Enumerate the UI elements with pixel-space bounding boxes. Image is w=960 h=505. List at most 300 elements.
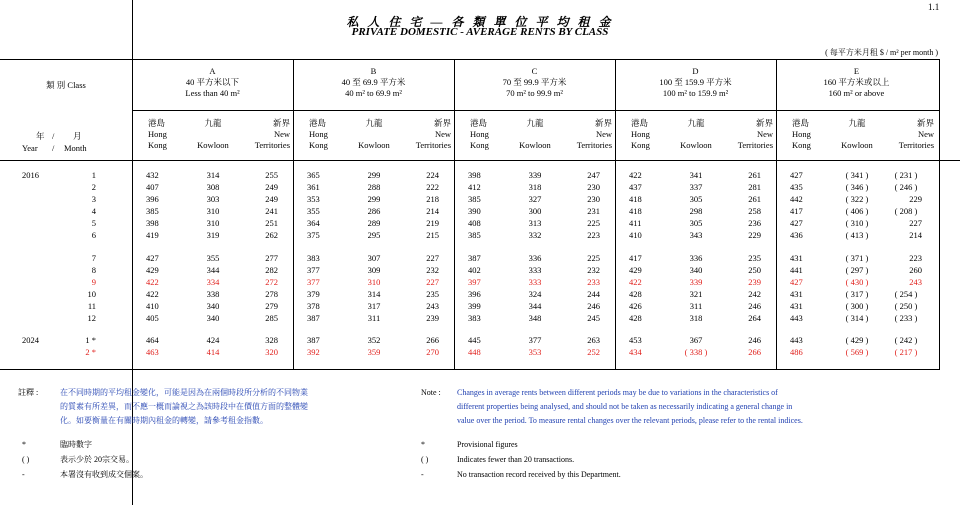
table-cell: 245	[587, 313, 600, 323]
table-cell: 352	[367, 335, 381, 345]
table-cell: ( 314 )	[845, 313, 869, 323]
row-year: 2024	[22, 335, 39, 345]
table-cell: 261	[748, 194, 761, 204]
table-cell: 448	[468, 347, 481, 357]
table-cell: 339	[528, 170, 542, 180]
table-cell: ( 322 )	[845, 194, 869, 204]
table-cell: 361	[307, 182, 320, 192]
table-cell: ( 406 )	[845, 206, 869, 216]
region-header-2	[238, 118, 290, 151]
region-zh: 港島	[309, 118, 327, 128]
table-cell: 260	[909, 265, 922, 275]
table-cell: 252	[587, 347, 600, 357]
class-divider-1	[293, 59, 294, 369]
table-cell: 314	[367, 289, 381, 299]
row-month: 11	[87, 301, 96, 311]
table-cell: 299	[367, 194, 381, 204]
class-letter: A	[209, 66, 216, 76]
region-zh: 新界	[755, 118, 773, 128]
table-cell: 359	[367, 347, 381, 357]
table-cell: 410	[629, 230, 642, 240]
table-cell: ( 250 )	[894, 301, 918, 311]
table-cell: 311	[367, 313, 381, 323]
table-cell: 233	[587, 277, 600, 287]
table-cell: 227	[426, 277, 439, 287]
table-cell: 327	[528, 194, 542, 204]
symbol-zh-desc: 本署沒有收到成交個案。	[60, 470, 148, 479]
table-cell: 387	[468, 253, 481, 263]
table-cell: 436	[790, 230, 803, 240]
table-cell: 383	[307, 253, 320, 263]
table-cell: 399	[468, 301, 481, 311]
table-cell: 429	[146, 265, 159, 275]
table-cell: 310	[367, 277, 381, 287]
table-cell: 377	[528, 335, 542, 345]
table-cell: 367	[689, 335, 703, 345]
row-month: 12	[87, 313, 96, 323]
month-label-en: Month	[64, 143, 87, 153]
table-cell: 225	[587, 253, 600, 263]
table-cell: 410	[146, 301, 159, 311]
table-cell: 355	[206, 253, 220, 263]
table-cell: 328	[265, 335, 278, 345]
class-size-zh: 70 至 99.9 平方米	[502, 77, 567, 87]
table-cell: 300	[528, 206, 542, 216]
table-cell: 390	[468, 206, 481, 216]
symbol-zh-key: *	[22, 440, 26, 449]
table-cell: 402	[468, 265, 481, 275]
region-header-0	[148, 118, 188, 151]
region-zh: 九龍	[526, 118, 544, 128]
table-cell: 332	[528, 230, 542, 240]
table-cell: 249	[265, 182, 278, 192]
table-cell: ( 208 )	[894, 206, 918, 216]
table-cell: 348	[528, 313, 542, 323]
table-cell: 223	[909, 253, 922, 263]
table-cell: 311	[689, 301, 703, 311]
region-zh: 九龍	[204, 118, 222, 128]
row-month: 8	[91, 265, 96, 275]
table-cell: 227	[909, 218, 922, 228]
symbol-en-desc: Provisional figures	[457, 440, 518, 449]
table-cell: 431	[790, 301, 803, 311]
region-en-2: Territories	[415, 140, 451, 150]
table-cell: 230	[587, 194, 600, 204]
table-cell: 344	[528, 301, 542, 311]
notes-en: Changes in average rents between different periods may be due to variations in the characteristics of different properties being analysed, and should not be taken as necessarily indicating a general change in value over the period. To measure rental changes over the relevant periods, please refer to the rental indices.	[457, 388, 803, 425]
notes-zh: 在不同時期的平均租金變化，可能是因為在兩個時段所分析的不同物業 的質素有所差異，而不應一概而論視之為該時段中在價值方面的整體變 化。如要衡量在有關時期內租金的轉變，請參考租金指數。	[60, 388, 308, 425]
region-header-2	[721, 118, 773, 151]
table-cell: 246	[748, 335, 761, 345]
class-header-b	[293, 66, 454, 99]
table-cell: 453	[629, 335, 642, 345]
title-english: PRIVATE DOMESTIC - AVERAGE RENTS BY CLASS	[351, 26, 609, 38]
year-label-zh: 年	[36, 131, 45, 141]
class-divider-2	[454, 59, 455, 369]
region-zh: 九龍	[687, 118, 705, 128]
class-label: 類 別 Class	[46, 80, 86, 90]
table-cell: 243	[426, 301, 439, 311]
table-cell: 392	[307, 347, 320, 357]
class-letter: B	[370, 66, 377, 76]
table-cell: ( 371 )	[845, 253, 869, 263]
table-cell: 313	[528, 218, 542, 228]
table-cell: ( 569 )	[845, 347, 869, 357]
row-month: 1 *	[85, 335, 96, 345]
table-cell: 426	[629, 301, 642, 311]
table-cell: 486	[790, 347, 803, 357]
region-en-1: Hong	[309, 129, 328, 139]
region-en-2: Territories	[576, 140, 612, 150]
table-cell: 336	[689, 253, 703, 263]
table-cell: 343	[689, 230, 703, 240]
class-header-c	[454, 66, 615, 99]
table-cell: 338	[206, 289, 220, 299]
region-zh: 新界	[272, 118, 290, 128]
region-en-2: Kowloon	[197, 140, 229, 150]
table-cell: 264	[748, 313, 761, 323]
row-month: 4	[91, 206, 96, 216]
table-cell: 225	[587, 218, 600, 228]
row-year: 2016	[22, 170, 39, 180]
table-cell: 353	[528, 347, 542, 357]
region-en-1: New	[917, 129, 934, 139]
table-cell: 299	[367, 170, 381, 180]
table-cell: 318	[528, 182, 542, 192]
table-cell: ( 242 )	[894, 335, 918, 345]
region-header-2	[399, 118, 451, 151]
row-month: 5	[91, 218, 96, 228]
region-header-2	[882, 118, 934, 151]
table-cell: 340	[689, 265, 703, 275]
row-month: 3	[91, 194, 96, 204]
table-cell: 333	[528, 265, 542, 275]
table-cell: 344	[206, 265, 220, 275]
table-cell: ( 254 )	[894, 289, 918, 299]
table-cell: 288	[367, 182, 381, 192]
region-en-2: Kong	[148, 140, 167, 150]
region-en-2: Kong	[631, 140, 650, 150]
table-cell: 272	[265, 277, 278, 287]
table-cell: 324	[528, 289, 542, 299]
symbol-en-key: ( )	[421, 455, 429, 464]
table-cell: 333	[528, 277, 542, 287]
region-header-1	[828, 118, 886, 151]
table-cell: 279	[265, 301, 278, 311]
row-month: 1	[91, 170, 96, 180]
table-cell: 443	[790, 313, 803, 323]
table-top-rule	[0, 59, 940, 60]
region-zh: 港島	[470, 118, 488, 128]
table-cell: 263	[587, 335, 600, 345]
month-label-zh: 月	[73, 131, 82, 141]
class-divider-4	[776, 59, 777, 369]
row-month: 10	[87, 289, 96, 299]
table-cell: 422	[146, 277, 159, 287]
table-cell: 428	[629, 313, 642, 323]
table-cell: 422	[629, 277, 642, 287]
class-size-en: 160 m² or above	[828, 88, 885, 98]
table-cell: ( 246 )	[894, 182, 918, 192]
table-cell: ( 317 )	[845, 289, 869, 299]
header-bottom-rule	[0, 160, 960, 161]
table-cell: 365	[307, 170, 320, 180]
table-cell: 303	[206, 194, 220, 204]
table-cell: 214	[909, 230, 922, 240]
table-cell: 286	[367, 206, 381, 216]
region-zh: 九龍	[365, 118, 383, 128]
class-size-en: 40 m² to 69.9 m²	[345, 88, 402, 98]
table-cell: 247	[587, 170, 600, 180]
symbol-en-key: -	[421, 470, 424, 479]
table-cell: 339	[689, 277, 703, 287]
table-cell: 419	[146, 230, 159, 240]
region-header-0	[470, 118, 510, 151]
class-divider-3	[615, 59, 616, 369]
region-en-2: Territories	[898, 140, 934, 150]
table-cell: 232	[426, 265, 439, 275]
region-en-1: New	[273, 129, 290, 139]
table-cell: 317	[367, 301, 381, 311]
table-cell: 431	[790, 289, 803, 299]
region-en-1	[667, 129, 725, 140]
table-cell: 277	[265, 253, 278, 263]
table-cell: ( 217 )	[894, 347, 918, 357]
table-cell: 255	[265, 170, 278, 180]
table-cell: ( 310 )	[845, 218, 869, 228]
table-cell: 320	[265, 347, 278, 357]
region-en-1	[506, 129, 564, 140]
table-cell: 282	[265, 265, 278, 275]
region-header-0	[309, 118, 349, 151]
table-cell: 243	[909, 277, 922, 287]
symbol-zh-desc: 臨時數字	[60, 440, 92, 449]
table-cell: 464	[146, 335, 159, 345]
table-cell: 246	[587, 301, 600, 311]
table-cell: 270	[426, 347, 439, 357]
region-en-2: Kong	[470, 140, 489, 150]
symbol-zh-key: -	[22, 470, 25, 479]
region-header-0	[792, 118, 832, 151]
table-cell: ( 300 )	[845, 301, 869, 311]
table-cell: 310	[206, 218, 220, 228]
table-cell: 340	[206, 313, 220, 323]
region-en-1: Hong	[148, 129, 167, 139]
table-cell: 251	[265, 218, 278, 228]
table-cell: 244	[587, 289, 600, 299]
table-cell: 242	[748, 289, 761, 299]
region-header-1	[184, 118, 242, 151]
table-cell: 383	[468, 313, 481, 323]
table-cell: 229	[909, 194, 922, 204]
region-en-1	[184, 129, 242, 140]
table-cell: 261	[748, 170, 761, 180]
table-cell: 310	[206, 206, 220, 216]
class-header-d	[615, 66, 776, 99]
row-month: 6	[91, 230, 96, 240]
class-size-en: 100 m² to 159.9 m²	[662, 88, 729, 98]
table-cell: 364	[307, 218, 320, 228]
symbol-en-desc: No transaction record received by this Department.	[457, 470, 621, 479]
region-zh: 九龍	[848, 118, 866, 128]
table-cell: 231	[587, 206, 600, 216]
year-label-en: Year	[22, 143, 38, 153]
table-cell: 334	[206, 277, 220, 287]
region-zh: 新界	[433, 118, 451, 128]
table-cell: 218	[426, 194, 439, 204]
table-cell: 431	[790, 253, 803, 263]
table-cell: 340	[206, 301, 220, 311]
table-cell: 417	[629, 253, 642, 263]
table-cell: 379	[307, 289, 320, 299]
symbol-en-key: *	[421, 440, 425, 449]
region-header-1	[506, 118, 564, 151]
class-size-zh: 40 平方米以下	[185, 77, 240, 87]
notes-label-zh: 註釋 :	[18, 388, 39, 397]
notes-label-en: Note :	[421, 388, 441, 397]
table-cell: 424	[206, 335, 220, 345]
table-cell: 377	[307, 265, 320, 275]
class-size-en: Less than 40 m²	[185, 88, 240, 98]
table-cell: 281	[748, 182, 761, 192]
region-header-1	[345, 118, 403, 151]
table-cell: 241	[265, 206, 278, 216]
title-chinese: 私 人 住 宅 — 各 類 單 位 平 均 租 金	[346, 15, 614, 29]
symbol-zh-key: ( )	[22, 455, 30, 464]
table-cell: 434	[629, 347, 642, 357]
table-cell: 397	[468, 277, 481, 287]
region-zh: 港島	[631, 118, 649, 128]
table-cell: 223	[587, 230, 600, 240]
table-cell: 398	[468, 170, 481, 180]
table-cell: 422	[146, 289, 159, 299]
table-cell: 319	[206, 230, 220, 240]
table-cell: 417	[790, 206, 803, 216]
table-cell: 405	[146, 313, 159, 323]
table-cell: 427	[790, 218, 803, 228]
symbol-en-desc: Indicates fewer than 20 transactions.	[457, 455, 575, 464]
region-en-2: Kowloon	[841, 140, 873, 150]
table-cell: 305	[689, 218, 703, 228]
table-cell: 321	[689, 289, 703, 299]
region-en-1: New	[434, 129, 451, 139]
table-cell: 385	[468, 194, 481, 204]
table-cell: 246	[748, 301, 761, 311]
table-cell: 396	[468, 289, 481, 299]
table-cell: 224	[426, 170, 439, 180]
table-cell: 398	[146, 218, 159, 228]
table-cell: ( 297 )	[845, 265, 869, 275]
table-cell: 239	[426, 313, 439, 323]
table-cell: ( 231 )	[894, 170, 918, 180]
class-letter: E	[853, 66, 860, 76]
class-header-a	[132, 66, 293, 99]
table-cell: ( 413 )	[845, 230, 869, 240]
table-cell: 427	[146, 253, 159, 263]
table-cell: ( 346 )	[845, 182, 869, 192]
table-cell: 214	[426, 206, 439, 216]
row-month: 2	[91, 182, 96, 192]
table-cell: 305	[689, 194, 703, 204]
table-cell: 445	[468, 335, 481, 345]
table-cell: 387	[307, 335, 320, 345]
table-cell: 385	[146, 206, 159, 216]
table-cell: 236	[748, 218, 761, 228]
table-cell: 337	[689, 182, 703, 192]
table-cell: 227	[426, 253, 439, 263]
table-cell: 463	[146, 347, 159, 357]
region-en-2: Kowloon	[680, 140, 712, 150]
region-en-1: Hong	[792, 129, 811, 139]
table-cell: 219	[426, 218, 439, 228]
table-cell: 262	[265, 230, 278, 240]
table-cell: 295	[367, 230, 381, 240]
region-header-2	[560, 118, 612, 151]
table-cell: 427	[790, 277, 803, 287]
table-cell: 341	[689, 170, 703, 180]
class-size-zh: 160 平方米或以上	[823, 77, 890, 87]
table-cell: 307	[367, 253, 381, 263]
table-cell: 239	[748, 277, 761, 287]
table-cell: ( 430 )	[845, 277, 869, 287]
region-zh: 新界	[916, 118, 934, 128]
region-header-1	[667, 118, 725, 151]
table-cell: 407	[146, 182, 159, 192]
table-cell: 408	[468, 218, 481, 228]
row-month: 7	[91, 253, 96, 263]
class-size-zh: 100 至 159.9 平方米	[659, 77, 732, 87]
class-letter: C	[531, 66, 538, 76]
region-en-1: Hong	[631, 129, 650, 139]
table-cell: ( 338 )	[684, 347, 708, 357]
unit-note: ( 每平方米月租 $ / m² per month )	[825, 48, 938, 57]
table-cell: 278	[265, 289, 278, 299]
class-header-e	[776, 66, 937, 99]
table-cell: 441	[790, 265, 803, 275]
table-cell: 435	[790, 182, 803, 192]
region-en-2: Territories	[254, 140, 290, 150]
table-cell: 336	[528, 253, 542, 263]
table-cell: 418	[629, 194, 642, 204]
table-cell: 250	[748, 265, 761, 275]
table-cell: 318	[689, 313, 703, 323]
class-header-rule	[132, 110, 939, 111]
region-en-1	[345, 129, 403, 140]
table-cell: 229	[748, 230, 761, 240]
table-cell: 266	[748, 347, 761, 357]
table-cell: 414	[206, 347, 220, 357]
table-cell: 443	[790, 335, 803, 345]
table-cell: 308	[206, 182, 220, 192]
table-cell: 266	[426, 335, 439, 345]
row-month: 9	[91, 277, 96, 287]
table-cell: 375	[307, 230, 320, 240]
region-en-1: Hong	[470, 129, 489, 139]
table-cell: 377	[307, 277, 320, 287]
table-cell: 235	[426, 289, 439, 299]
table-cell: 215	[426, 230, 439, 240]
row-month: 2 *	[85, 347, 96, 357]
table-cell: 232	[587, 265, 600, 275]
page-number: 1.1	[928, 2, 940, 12]
table-cell: 428	[629, 289, 642, 299]
table-cell: ( 233 )	[894, 313, 918, 323]
region-en-1: New	[756, 129, 773, 139]
table-cell: 422	[629, 170, 642, 180]
region-header-0	[631, 118, 671, 151]
table-cell: 442	[790, 194, 803, 204]
table-cell: 314	[206, 170, 220, 180]
